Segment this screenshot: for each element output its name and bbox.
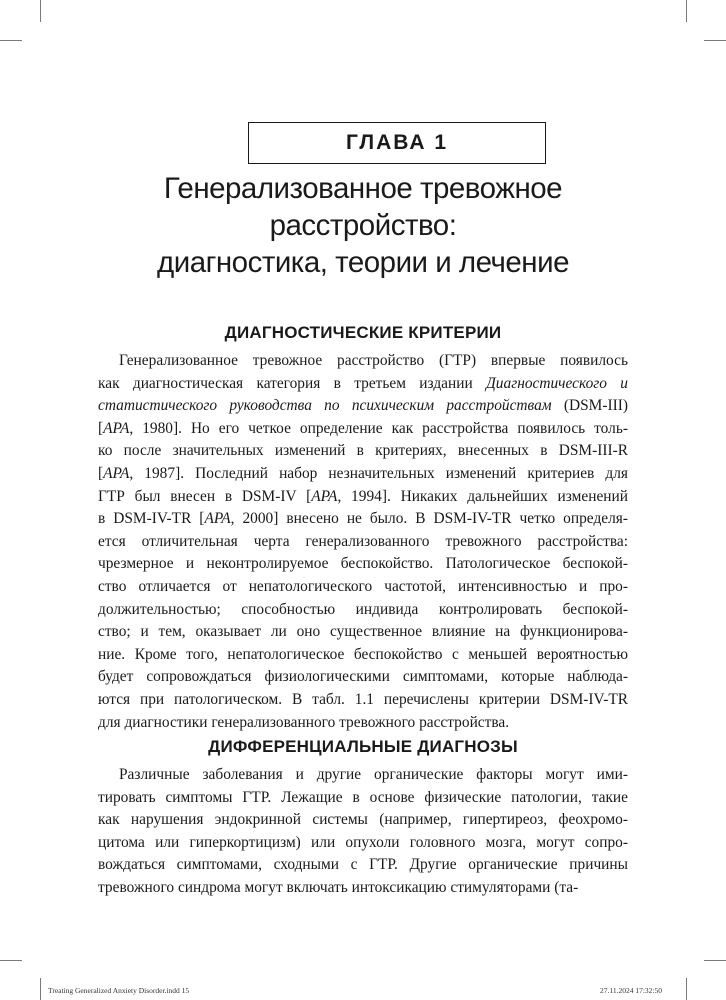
italic-text: APA — [204, 510, 231, 528]
text-segment: [ — [98, 419, 104, 437]
text-segment: как диагностическая категория в третьем издании — [98, 374, 487, 392]
text-line: ются при патологическом. В табл. 1.1 перечислены критерии DSM-IV-TR — [98, 690, 628, 708]
chapter-label-box — [248, 122, 546, 164]
crop-mark-top-left-h — [0, 40, 22, 41]
italic-text: статистического руководства по психическим расстройствам — [98, 397, 552, 415]
text-segment: , 2000] внесено не было. В DSM-IV-TR четко определя- — [230, 510, 628, 528]
text-segment: ГТР был внесен в DSM-IV [ — [98, 487, 312, 505]
text-line — [98, 486, 628, 509]
text-line: ко после значительных изменений в критериях, внесенных в DSM-III-R — [98, 442, 628, 460]
crop-mark-bottom-right-h — [704, 960, 726, 961]
crop-mark-top-right-v — [686, 0, 687, 22]
chapter-title — [98, 170, 628, 281]
chapter-label: ГЛАВА 1 — [345, 131, 449, 154]
italic-text: APA — [103, 464, 130, 482]
text-line: должительностью; способностью индивида контролировать беспокой- — [98, 600, 628, 618]
crop-mark-bottom-right-v — [686, 978, 687, 1000]
text-segment: [ — [98, 464, 104, 482]
text-segment: (DSM-III) — [551, 397, 628, 415]
text-line: тревожного синдрома могут включать интоксикацию стимуляторами (та- — [98, 878, 579, 896]
text-line: Различные заболевания и другие органические факторы могут ими- — [119, 766, 628, 783]
footer-timestamp: 27.11.2024 17:32:50 — [600, 986, 663, 995]
text-line — [98, 418, 628, 441]
text-line: тировать симптомы ГТР. Лежащие в основе физические патологии, такие — [98, 788, 628, 806]
paragraph-diagnostic-criteria — [98, 350, 628, 734]
italic-text: APA — [311, 487, 338, 505]
italic-text: APA — [103, 419, 130, 437]
text-segment: , 1987]. Последний набор незначительных изменений критериев для — [129, 464, 628, 482]
text-segment: , 1980]. Но его четкое определение как расстройства появилось толь- — [129, 419, 628, 437]
text-line — [98, 508, 628, 531]
footer-file-info: Treating Generalized Anxiety Disorder.indd 15 — [48, 986, 190, 995]
crop-mark-bottom-left-h — [0, 960, 22, 961]
text-line: для диагностики генерализованного тревожного расстройства. — [98, 713, 510, 731]
text-line: ство отличается от непатологического частотой, интенсивностью и про- — [98, 577, 628, 595]
crop-mark-top-right-h — [704, 40, 726, 41]
text-line — [98, 463, 628, 486]
text-line: чрезмерное и неконтролируемое беспокойство. Патологическое беспокой- — [98, 555, 628, 573]
text-line: цитома или гиперкортицизм) или опухоли головного мозга, могут сопро- — [98, 833, 628, 851]
section-heading-diagnostic-criteria: ДИАГНОСТИЧЕСКИЕ КРИТЕРИИ — [224, 323, 502, 342]
paragraph-differential-diagnoses — [98, 764, 628, 900]
text-segment: в DSM-IV-TR [ — [98, 510, 205, 528]
text-line: будет сопровождаться физиологическими симптомами, которые наблюда- — [98, 668, 628, 686]
text-line: как нарушения эндокринной системы (например, гипертиреоз, феохромо- — [98, 811, 628, 829]
text-line: ется отличительная черта генерализованного тревожного расстройства: — [98, 532, 628, 550]
text-line — [98, 395, 628, 418]
crop-mark-bottom-left-v — [40, 978, 41, 1000]
text-line: вождаться симптомами, сходными с ГТР. Другие органические причины — [98, 856, 628, 874]
text-line: ство; и тем, оказывает ли оно существенное влияние на функционирова- — [98, 623, 628, 641]
italic-text: Диагностического и — [486, 374, 628, 392]
text-segment: , 1994]. Никаких дальнейших изменений — [337, 487, 628, 505]
text-line — [98, 373, 628, 396]
crop-mark-top-left-v — [40, 0, 41, 22]
chapter-title-line: Генерализованное тревожное — [163, 172, 563, 205]
chapter-title-line: расстройство: — [269, 209, 457, 242]
section-heading-differential-diagnoses: ДИФФЕРЕНЦИАЛЬНЫЕ ДИАГНОЗЫ — [208, 737, 518, 756]
chapter-title-line: диагностика, теории и лечение — [157, 246, 569, 279]
text-line: ние. Кроме того, непатологическое беспокойство с меньшей вероятностью — [98, 645, 628, 663]
text-line: Генерализованное тревожное расстройство (ГТР) впервые появилось — [119, 352, 628, 369]
